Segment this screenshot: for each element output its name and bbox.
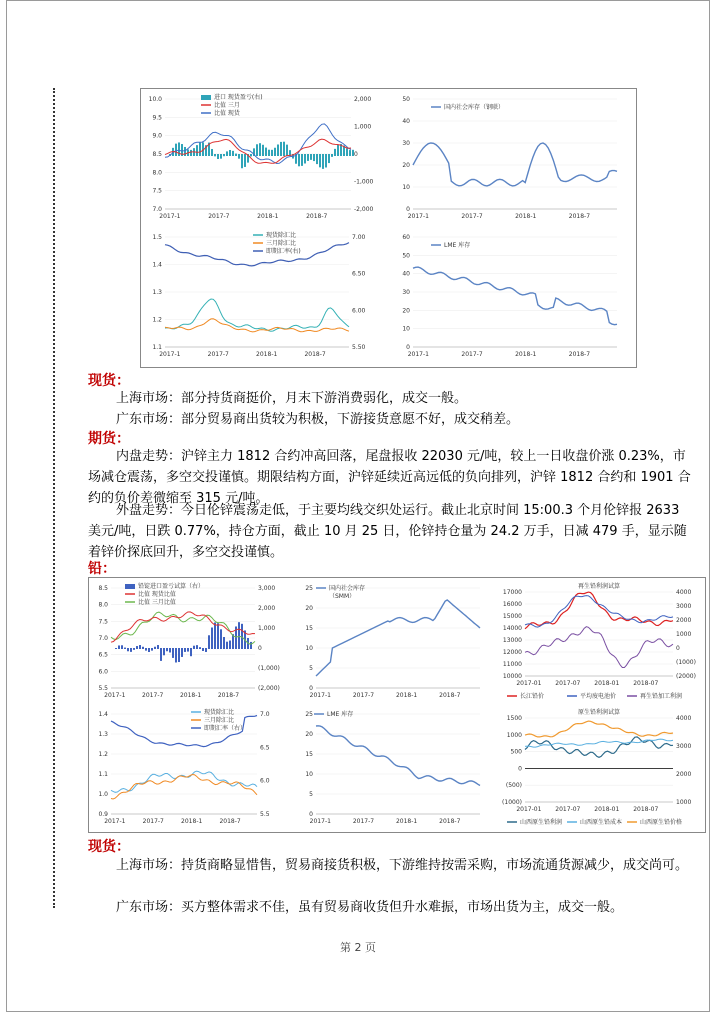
y-right-tick-label: 3000: [676, 743, 692, 750]
x-tick-label: 2017-1: [407, 351, 430, 358]
y-tick-label: 25: [305, 585, 313, 592]
profit-bar: [184, 648, 186, 652]
profit-bar: [154, 647, 156, 649]
y-tick-label: 7.5: [152, 187, 162, 195]
chart-title: 再生铅利润试算: [577, 583, 621, 590]
x-tick-label: 2018-1: [256, 351, 278, 358]
x-tick-label: 2018-7: [439, 692, 461, 699]
series-line: [316, 726, 480, 786]
y-tick-label: 10: [305, 645, 313, 652]
legend-label: 国内社会库存: [329, 585, 366, 592]
y-tick-label: 14000: [502, 625, 522, 632]
y-right-tick-label: 0: [354, 151, 358, 158]
lead-spot-heading: 现货：: [88, 839, 130, 855]
profit-bar: [223, 154, 225, 156]
series-line: [413, 143, 617, 186]
x-tick-label: 2017-7: [461, 351, 483, 358]
y-right-tick-label: 6.50: [352, 270, 366, 278]
y-tick-label: 5: [309, 665, 313, 672]
y-tick-label: 11000: [502, 661, 522, 668]
legend-label: 进口 现货盈亏(右): [214, 94, 263, 101]
profit-bar: [211, 627, 213, 649]
profit-bar: [163, 648, 165, 655]
y-tick-label: 17000: [502, 589, 522, 596]
y-right-tick-label: (2,000): [258, 685, 280, 692]
profit-bar: [229, 150, 231, 156]
y-right-tick-label: 1000: [676, 631, 692, 638]
profit-bar: [229, 640, 231, 649]
profit-bar: [268, 150, 270, 156]
profit-bar: [184, 147, 186, 156]
y-right-tick-label: 1,000: [354, 123, 372, 131]
profit-bar: [280, 142, 282, 156]
series-line: [316, 600, 480, 676]
profit-bar: [241, 154, 243, 168]
y-tick-label: 40: [402, 270, 410, 278]
y-right-tick-label: 0: [676, 645, 680, 652]
profit-bar: [145, 648, 147, 651]
y-tick-label: 20: [402, 162, 410, 169]
profit-bar: [118, 645, 120, 649]
profit-bar: [220, 154, 222, 159]
lead-shanghai-market: 上海市场：持货商略显惜售，贸易商接货积极，下游维持按需采购，市场流通货源减少，成交尚可。: [116, 858, 689, 873]
profit-bar: [271, 150, 273, 156]
legend-label: 国内社会库存（钢联）: [444, 104, 505, 111]
x-tick-label: 2017-7: [352, 692, 375, 699]
y-tick-label: 1.3: [98, 731, 108, 738]
profit-bar: [169, 648, 171, 652]
zinc-foreign-trend: 外盘走势：今日伦锌震荡走低，于主要均线交织处运行。截止北京时间 15:00.3 个月伦锌报 2633 美元/吨，日跌 0.77%，持仓方面，截止 10 月 25 日，伦锌持仓量为 24.2 万手，日减 479 手，显示随着锌价探底回升，多空交投谨慎。: [88, 503, 687, 560]
legend-swatch: [201, 95, 211, 100]
y-tick-label: 8.5: [98, 585, 108, 592]
legend-label: 三月除汇比: [204, 717, 235, 724]
profit-bar: [238, 622, 240, 649]
profit-bar: [250, 154, 252, 156]
y-tick-label: 1.4: [152, 261, 162, 269]
y-tick-label: 1.1: [152, 344, 162, 351]
y-tick-label: 16000: [502, 601, 522, 608]
profit-bar: [124, 648, 126, 649]
profit-bar: [130, 648, 132, 652]
x-tick-label: 2017-7: [461, 213, 483, 220]
three-month-fx-ratio-line: [111, 775, 257, 800]
legend-label: 长江铅价: [520, 693, 545, 700]
profit-bar: [220, 629, 222, 649]
x-tick-label: 2017-7: [352, 818, 375, 825]
zinc-guangdong-market: 广东市场：部分贸易商出货较为积极，下游接货意愿不好，成交稍差。: [116, 412, 520, 427]
y-right-tick-label: 7.0: [260, 711, 270, 718]
x-tick-label: 2018-1: [395, 818, 418, 825]
y-tick-label: 500: [510, 748, 522, 756]
profit-bar: [328, 154, 330, 163]
zinc-futures-heading: 期货：: [88, 431, 130, 447]
lead-lme-inventory-chart: [294, 706, 490, 830]
legend-label: 再生铅加工利润: [640, 693, 683, 700]
x-tick-label: 2017-01: [516, 680, 542, 687]
legend-label: 平均废电池价: [580, 693, 617, 700]
y-tick-label: 30: [402, 289, 410, 296]
profit-bar: [337, 145, 339, 156]
zinc-domestic-trend: 内盘走势：沪锌主力 1812 合约冲高回落，尾盘报收 22030 元/吨，较上一日收盘价涨 0.23%，市场减仓震荡，多空交投谨慎。期限结构方面，沪锌延续近高远低的负向排列，沪锌 1812 合约和 1901 合约的负价差微缩至 315 元/吨。: [88, 449, 691, 506]
recycled-profit-line: [525, 627, 673, 668]
profit-bar: [349, 150, 351, 156]
zinc-lme-inventory-chart: [391, 229, 631, 363]
y-tick-label: 1.4: [98, 711, 108, 718]
profit-bar: [196, 145, 198, 156]
y-tick-label: 15: [305, 751, 313, 758]
x-tick-label: 2017-1: [309, 818, 331, 825]
legend-label: 现货除汇比: [204, 709, 235, 716]
profit-bar: [307, 154, 309, 161]
y-tick-label: 0: [406, 206, 410, 213]
profit-bar: [235, 154, 237, 156]
y-tick-label: 1.3: [152, 289, 162, 296]
y-tick-label: 8.0: [98, 601, 108, 609]
y-right-tick-label: 2000: [676, 617, 692, 624]
x-tick-label: 2017-7: [207, 351, 229, 358]
legend-swatch: [125, 584, 135, 589]
y-right-tick-label: 5.5: [260, 811, 270, 818]
profit-bar: [226, 642, 228, 649]
x-tick-label: 2017-1: [309, 692, 331, 699]
profit-bar: [175, 648, 177, 662]
y-right-tick-label: -2,000: [354, 206, 374, 213]
x-tick-label: 2017-07: [555, 806, 581, 813]
y-tick-label: 9.0: [152, 132, 162, 140]
y-tick-label: 8.0: [152, 169, 162, 177]
y-right-tick-label: 5.50: [352, 344, 366, 351]
y-right-tick-label: 2000: [676, 771, 692, 778]
profit-bar: [244, 154, 246, 167]
y-tick-label: 6.5: [98, 651, 108, 659]
x-tick-label: 2017-1: [104, 692, 126, 699]
profit-bar: [226, 151, 228, 156]
legend-label: 即期汇率(右): [266, 248, 301, 255]
y-tick-label: 1000: [506, 731, 522, 739]
profit-bar: [274, 148, 276, 156]
legend-label: 现货除汇比: [266, 232, 297, 239]
x-tick-label: 2017-01: [516, 806, 542, 813]
legend-label: 山西原生铅成本: [580, 819, 623, 826]
profit-bar: [172, 648, 174, 658]
y-tick-label: 7.0: [152, 206, 162, 213]
profit-bar: [142, 647, 144, 649]
y-tick-label: 12000: [502, 649, 522, 656]
x-tick-label: 2018-01: [594, 680, 620, 687]
fx-rate-line: [165, 243, 349, 266]
profit-bar: [187, 648, 189, 652]
y-right-tick-label: 1,000: [258, 625, 276, 632]
legend-label: 三月除汇比: [266, 240, 297, 247]
legend-label: 山西原生铅利润: [520, 819, 563, 826]
zinc-import-ratio-chart: [143, 91, 383, 225]
y-right-tick-label: 3,000: [258, 585, 276, 592]
profit-bar: [175, 144, 177, 156]
profit-bar: [319, 154, 321, 167]
profit-bar: [238, 154, 240, 159]
y-tick-label: 15: [305, 625, 313, 632]
y-tick-label: 50: [402, 96, 410, 103]
y-tick-label: 1.5: [152, 234, 162, 241]
y-tick-label: 0: [309, 685, 313, 692]
y-tick-label: 10000: [502, 673, 522, 680]
shanxi-cost-line: [525, 739, 673, 747]
x-tick-label: 2018-7: [304, 351, 326, 358]
y-tick-label: 5: [309, 791, 313, 798]
y-tick-label: (1000): [502, 799, 522, 806]
profit-bar: [151, 648, 153, 651]
y-right-tick-label: 0: [258, 645, 262, 652]
legend-label: 铅锭进口盈亏试算（右）: [138, 583, 205, 590]
x-tick-label: 2018-7: [568, 351, 591, 358]
y-tick-label: 7.5: [98, 618, 108, 626]
x-tick-label: 2018-1: [179, 692, 202, 699]
legend-label: LME 库存: [444, 242, 471, 249]
y-right-tick-label: 6.00: [352, 307, 366, 315]
profit-bar: [322, 154, 324, 169]
lead-domestic-inventory-chart: [294, 580, 490, 704]
x-tick-label: 2018-1: [515, 351, 537, 358]
y-tick-label: 20: [402, 307, 410, 315]
lead-charts-panel: [88, 577, 706, 833]
y-tick-label: 7.0: [98, 635, 108, 642]
profit-bar: [313, 154, 315, 161]
y-tick-label: 10: [402, 325, 410, 333]
y-right-tick-label: -1,000: [354, 178, 374, 186]
x-tick-label: 2018-07: [633, 806, 659, 813]
zinc-spot-heading: 现货：: [88, 373, 130, 389]
y-right-tick-label: (1,000): [258, 665, 280, 672]
lead-guangdong-market: 广东市场：买方整体需求不佳，虽有贸易商收货但升水难振，市场出货为主，成交一般。: [116, 900, 624, 915]
y-tick-label: 9.5: [152, 114, 162, 122]
profit-bar: [199, 143, 201, 156]
profit-bar: [190, 150, 192, 156]
y-tick-label: 8.5: [152, 151, 162, 158]
profit-bar: [346, 148, 348, 156]
legend-label: LME 库存: [327, 711, 354, 718]
x-tick-label: 2017-1: [407, 213, 430, 220]
y-tick-label: 1.2: [152, 316, 162, 324]
y-tick-label: 20: [305, 605, 313, 612]
profit-bar: [277, 144, 279, 156]
profit-bar: [262, 145, 264, 156]
profit-bar: [166, 648, 168, 651]
profit-bar: [310, 154, 312, 160]
y-right-tick-label: 2,000: [354, 96, 372, 103]
profit-bar: [223, 637, 225, 649]
y-tick-label: 13000: [502, 637, 522, 644]
y-tick-label: 10.0: [148, 96, 162, 103]
profit-bar: [136, 646, 138, 649]
zinc-exchange-ratio-chart: [143, 229, 383, 363]
profit-bar: [214, 622, 216, 649]
profit-bar: [205, 648, 207, 652]
profit-bar: [160, 648, 162, 661]
y-tick-label: 5.5: [98, 685, 108, 692]
y-right-tick-label: 3000: [676, 603, 692, 610]
profit-bar: [331, 154, 333, 157]
profit-bar: [259, 143, 261, 156]
recycled-lead-profit-chart: [497, 580, 703, 704]
x-tick-label: 2018-7: [219, 818, 241, 825]
y-tick-label: 6.0: [98, 668, 108, 676]
y-tick-label: 1.2: [98, 751, 108, 758]
profit-bar: [298, 154, 300, 166]
profit-bar: [178, 648, 180, 662]
x-tick-label: 2018-1: [257, 213, 279, 220]
profit-bar: [283, 142, 285, 156]
profit-bar: [325, 154, 327, 167]
profit-bar: [208, 635, 210, 649]
x-tick-label: 2017-7: [142, 818, 164, 825]
profit-bar: [316, 154, 318, 164]
profit-bar: [301, 154, 303, 166]
y-tick-label: 60: [402, 234, 410, 241]
y-right-tick-label: 4000: [676, 589, 692, 596]
profit-bar: [148, 648, 150, 652]
lead-import-ratio-chart: [91, 580, 287, 704]
spot-fx-ratio-line: [165, 299, 349, 331]
x-tick-label: 2018-7: [439, 818, 461, 825]
profit-bar: [265, 148, 267, 156]
y-tick-label: (500): [505, 782, 522, 790]
y-tick-label: 15000: [502, 613, 522, 620]
x-tick-label: 2017-7: [142, 692, 164, 699]
profit-bar: [286, 145, 288, 156]
x-tick-label: 2018-7: [217, 692, 240, 699]
y-right-tick-label: (1000): [676, 659, 696, 666]
profit-bar: [199, 647, 201, 649]
zinc-shanghai-market: 上海市场：部分持货商挺价，月末下游消费弱化，成交一般。: [116, 391, 468, 406]
profit-bar: [334, 149, 336, 156]
lead-heading: 铅：: [88, 561, 116, 577]
chart-title: 原生铅利润试算: [577, 709, 621, 716]
x-tick-label: 2018-1: [515, 213, 537, 220]
margin-dotted-line: [53, 88, 55, 908]
legend-label: （SMM）: [329, 593, 356, 600]
legend-label: 比值 现货比值: [138, 591, 176, 598]
y-right-tick-label: 6.5: [260, 744, 270, 752]
profit-bar: [157, 645, 159, 649]
x-tick-label: 2017-7: [208, 213, 230, 220]
y-right-tick-label: 2,000: [258, 605, 276, 612]
profit-bar: [196, 645, 198, 649]
x-tick-label: 2018-01: [594, 806, 620, 813]
profit-bar: [127, 648, 129, 651]
x-tick-label: 2017-07: [555, 680, 581, 687]
series-line: [413, 267, 617, 325]
x-tick-label: 2017-1: [159, 213, 181, 220]
profit-bar: [217, 623, 219, 649]
profit-bar: [133, 648, 135, 650]
profit-bar: [121, 645, 123, 649]
profit-bar: [115, 648, 117, 649]
zinc-domestic-inventory-chart: [391, 91, 631, 225]
legend-label: 比值 现货: [214, 110, 240, 117]
y-tick-label: 1.0: [98, 791, 108, 798]
y-tick-label: 40: [402, 118, 410, 125]
legend-label: 比值 三月: [214, 102, 240, 109]
profit-bar: [181, 648, 183, 657]
profit-bar: [250, 642, 252, 649]
y-right-tick-label: 6.0: [260, 777, 270, 785]
profit-bar: [190, 648, 192, 656]
y-tick-label: 50: [402, 252, 410, 260]
y-tick-label: 30: [402, 140, 410, 147]
profit-bar: [202, 648, 204, 651]
y-tick-label: 0: [309, 811, 313, 818]
profit-bar: [352, 150, 354, 156]
y-tick-label: 10: [402, 184, 410, 191]
y-tick-label: 1.1: [98, 771, 108, 778]
zinc-charts-panel: [140, 88, 637, 368]
profit-bar: [256, 144, 258, 156]
primary-lead-profit-chart: [497, 706, 703, 830]
x-tick-label: 2018-7: [306, 213, 328, 220]
x-tick-label: 2017-1: [159, 351, 181, 358]
y-tick-label: 0.9: [98, 811, 108, 818]
y-tick-label: 10: [305, 771, 313, 778]
profit-bar: [232, 151, 234, 156]
profit-bar: [211, 149, 213, 156]
y-tick-label: 1500: [506, 715, 522, 722]
x-tick-label: 2018-7: [568, 213, 591, 220]
y-tick-label: 25: [305, 711, 313, 718]
profit-bar: [193, 646, 195, 649]
x-tick-label: 2018-1: [395, 692, 418, 699]
y-right-tick-label: (2000): [676, 673, 696, 680]
legend-label: 山西原生铅价格: [640, 819, 683, 826]
y-right-tick-label: 4000: [676, 715, 692, 722]
legend-label: 即期汇率（右）: [204, 725, 247, 732]
y-right-tick-label: 7.00: [352, 234, 366, 241]
profit-bar: [304, 154, 306, 163]
y-right-tick-label: 1000: [676, 799, 692, 806]
page-number: 第 2 页: [340, 941, 376, 954]
y-tick-label: 0: [406, 344, 410, 351]
profit-bar: [217, 154, 219, 159]
lead-exchange-ratio-chart: [91, 706, 287, 830]
legend-label: 比值 三月比值: [138, 599, 176, 606]
profit-bar: [214, 154, 216, 156]
x-tick-label: 2018-07: [633, 680, 659, 687]
y-tick-label: 0: [518, 765, 522, 773]
profit-bar: [139, 645, 141, 649]
y-tick-label: 20: [305, 731, 313, 738]
x-tick-label: 2018-1: [181, 818, 203, 825]
x-tick-label: 2017-1: [104, 818, 126, 825]
